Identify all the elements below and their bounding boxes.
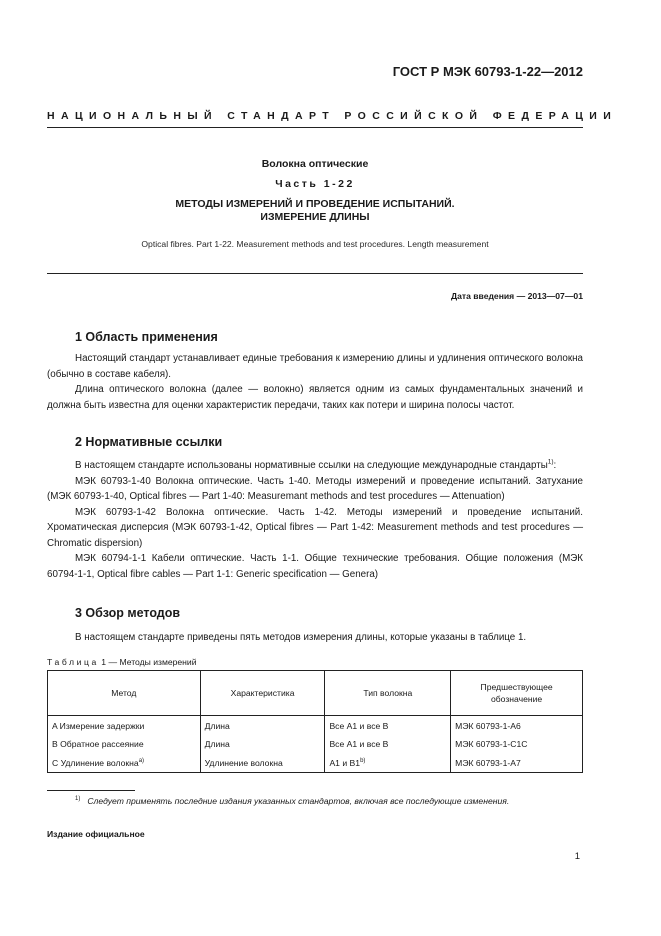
reference-iec-60794-1-1: МЭК 60794-1-1 Кабели оптические. Часть 1-1. Общие технические требования. Общие положения (МЭК 60794-1-1, Optical fibre cables — Part 1-1: Generic specification — Genera) [47,553,583,580]
cell-characteristic-text: Удлинение волокна [204,757,283,768]
footnote-ref-1: 1) [547,458,554,466]
national-standard-banner: НАЦИОНАЛЬНЫЙ СТАНДАРТ РОССИЙСКОЙ ФЕДЕРАЦИИ [47,110,618,122]
section-1-body [47,351,583,413]
column-header-method: Метод [48,671,201,716]
cell-previous-designation-text: МЭК 60793-1-A6 [455,721,521,732]
section-2-body [47,458,583,582]
cell-method-text: B Обратное рассеяние [52,739,144,749]
title-line-1: Волокна оптические [261,158,369,170]
table-note-ref: a) [138,757,145,764]
title-line-4: ИЗМЕРЕНИЕ ДЛИНЫ [260,211,370,223]
cell-fibre-type [325,735,451,754]
cell-previous-designation [451,716,583,735]
section-3-body [47,630,583,646]
cell-method [48,716,201,735]
cell-characteristic [200,754,325,773]
table-header-row [48,671,583,716]
methods-table [47,670,583,773]
cell-characteristic-text: Длина [204,739,230,749]
cell-fibre-type [325,754,451,773]
cell-fibre-type-text: A1 и B1 [329,757,361,768]
cell-method-text: A Измерение задержки [52,721,145,732]
table-row [48,716,583,735]
section-1-paragraph-1: Настоящий стандарт устанавливает единые требования к измерению длины и удлинения оптического волокна (обычно в составе кабеля). [47,353,583,380]
cell-characteristic [200,735,325,754]
table-caption [47,657,197,667]
title-part: Часть 1-22 [275,178,355,190]
table-row [48,754,583,773]
cell-previous-designation [451,735,583,754]
cell-previous-designation-text: МЭК 60793-1-A7 [455,757,521,768]
cell-previous-designation [451,754,583,773]
cell-fibre-type-text: Все A1 и все B [329,721,389,732]
section-2-paragraph-1-text: В настоящем стандарте использованы нормативные ссылки на следующие международные стандарты [75,460,548,471]
cell-method [48,735,201,754]
section-1-paragraph-2: Длина оптического волокна (далее — волокно) является одним из самых фундаментальных значений и должна быть известна для оценки характеристик передачи, таких как потери и ширина полосы частот. [47,384,583,411]
column-header-fibre-type: Тип волокна [325,671,451,716]
reference-iec-60793-1-40: МЭК 60793-1-40 Волокна оптические. Часть 1-40. Методы измерений и проведение испытаний. Затухание (МЭК 60793-1-40, Optical fibres — Part 1-40: Measuremant methods and test procedures — Attenuation) [47,475,583,502]
column-header-previous-designation: Предшествующее обозначение [451,671,583,716]
section-3-paragraph-1: В настоящем стандарте приведены пять методов измерения длины, которые указаны в таблице 1. [75,632,527,643]
official-edition-label: Издание официальное [47,829,145,839]
table-caption-word: Таблица [47,657,99,667]
title-divider [47,273,583,274]
table-note-ref: b) [360,757,366,764]
footnote-text: Следует применять последние издания указанных стандартов, включая все последующие изменения. [87,796,510,806]
footnote-divider [47,790,135,791]
cell-characteristic [200,716,325,735]
cell-characteristic-text: Длина [204,721,230,732]
section-1-heading: 1 Область применения [75,330,218,344]
cell-fibre-type-text: Все A1 и все B [329,739,389,749]
footnote [75,796,509,806]
table-caption-text: 1 — Методы измерений [98,657,197,667]
section-2-heading: 2 Нормативные ссылки [75,435,223,449]
header-divider [47,127,583,128]
reference-iec-60793-1-42: МЭК 60793-1-42 Волокна оптические. Часть 1-42. Методы измерений и проведение испытаний. Хроматическая дисперсия (МЭК 60793-1-42, Optical fibres — Part 1-42: Measurement methods and test procedures — Chromatic dispersion) [47,506,583,549]
document-number: ГОСТ Р МЭК 60793-1-22—2012 [392,64,583,79]
section-3-heading: 3 Обзор методов [75,606,181,620]
cell-method [48,754,201,773]
table-row [48,735,583,754]
cell-previous-designation-text: МЭК 60793-1-C1C [455,739,528,749]
section-2-paragraph-1-colon: : [553,460,557,471]
introduction-date: Дата введения — 2013—07—01 [450,291,583,301]
title-line-3: МЕТОДЫ ИЗМЕРЕНИЙ И ПРОВЕДЕНИЕ ИСПЫТАНИЙ. [175,198,455,210]
footnote-marker: 1) [75,796,81,803]
english-title: Optical fibres. Part 1-22. Measurement methods and test procedures. Length measurement [141,239,489,249]
cell-fibre-type [325,716,451,735]
column-header-characteristic: Характеристика [200,671,325,716]
cell-method-text: C Удлинение волокна [52,757,139,768]
section-2-paragraph-1 [47,458,583,474]
page-number: 1 [574,851,580,862]
